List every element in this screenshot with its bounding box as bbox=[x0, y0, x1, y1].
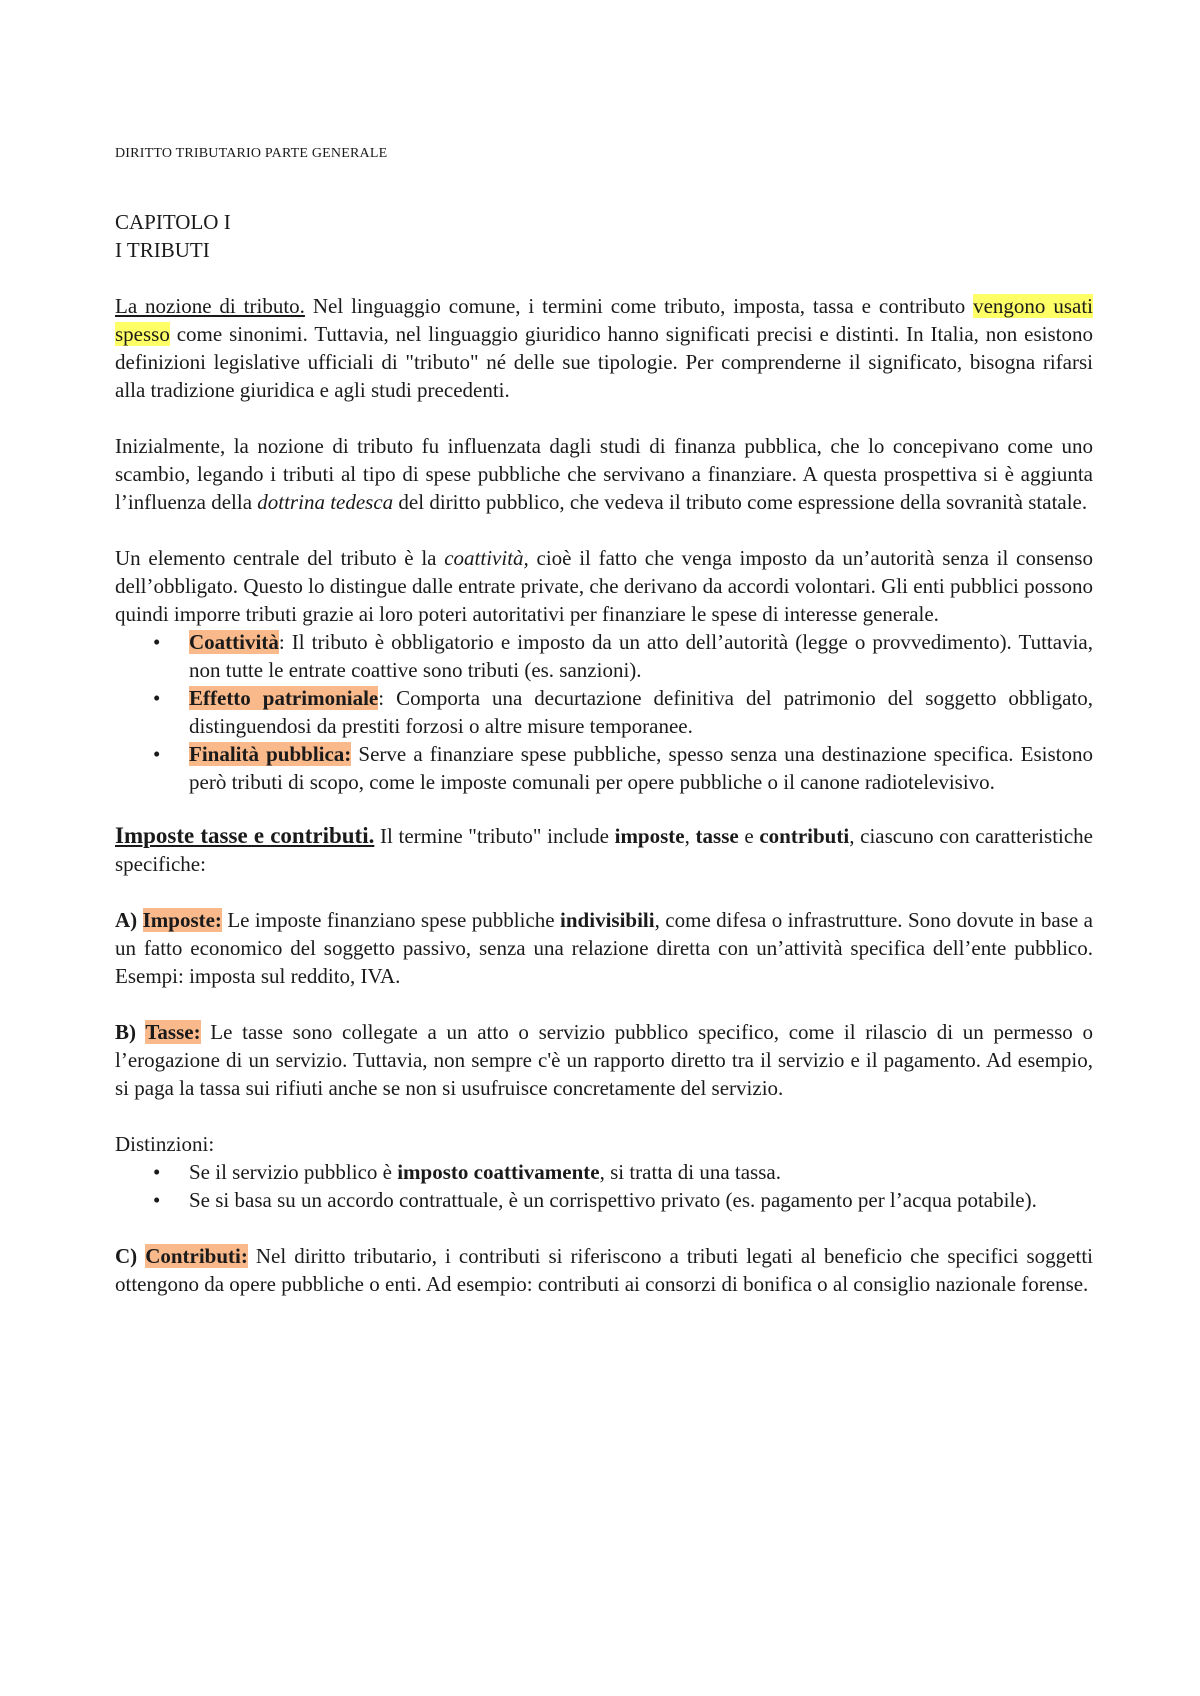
paragraph-tasse: B) Tasse: Le tasse sono collegate a un atto o servizio pubblico specifico, come il rilascio di un permesso o l’erogazione di un servizio. Tuttavia, non sempre c'è un rapporto diretto tra il servizio e il pagamento. Ad esempio, si paga la tassa sui rifiuti anche se non si usufruisce concretamente del servizio. bbox=[115, 1020, 1094, 1100]
paragraph-nozione: La nozione di tributo. Nel linguaggio comune, i termini come tributo, imposta, tassa e contributo vengono usati spesso come sinonimi. Tuttavia, nel linguaggio giuridico hanno significati precisi e distinti. In Italia, non esistono definizioni legislative ufficiali di "tributo" né delle sue tipologie. Per comprenderne il significato, bisogna rifarsi alla tradizione giuridica e agli studi precedenti. bbox=[115, 294, 1093, 402]
paragraph-inizialmente: Inizialmente, la nozione di tributo fu influenzata dagli studi di finanza pubblica, che lo concepivano come uno scambio, legando i tributi al tipo di spese pubbliche che servivano a finanziare. A questa prospettiva si è aggiunta l’influenza della dottrina tedesca del diritto pubblico, che vedeva il tributo come espressione della sovranità statale. bbox=[115, 434, 1093, 514]
orange-highlight: Finalità pubblica: bbox=[189, 742, 352, 766]
italic-term: dottrina tedesca bbox=[257, 490, 394, 514]
distinzioni-list bbox=[115, 1158, 1093, 1214]
paragraph-imposte: A) Imposte: Le imposte finanziano spese pubbliche indivisibili, come difesa o infrastrutture. Sono dovute in base a un fatto economico del soggetto passivo, senza una relazione diretta con un’attività specifica dell’ente pubblico. Esempi: imposta sul reddito, IVA. bbox=[115, 908, 1093, 988]
distinzioni-label: Distinzioni: bbox=[115, 1132, 215, 1156]
bullet-icon: • bbox=[153, 1188, 161, 1212]
list-item: • Effetto patrimoniale: Comporta una decurtazione definitiva del patrimonio del soggetto obbligato, distinguendosi da prestiti forzosi o altre misure temporanee. bbox=[153, 686, 1094, 738]
chapter-number: CAPITOLO I bbox=[115, 210, 231, 234]
yellow-highlight: vengono usati spesso bbox=[115, 294, 1093, 346]
orange-highlight: Coattività bbox=[189, 630, 279, 654]
list-item: • Coattività: Il tributo è obbligatorio e imposto da un atto dell’autorità (legge o provvedimento). Tuttavia, non tutte le entrate coattive sono tributi (es. sanzioni). bbox=[153, 630, 1093, 682]
paragraph-imposte-tasse-contributi: Imposte tasse e contributi. Il termine "tributo" include imposte, tasse e contributi, ciascuno con caratteristiche specifiche: bbox=[115, 823, 1094, 876]
bullet-icon: • bbox=[153, 742, 161, 766]
features-list bbox=[115, 628, 1093, 796]
orange-highlight: Effetto patrimoniale bbox=[189, 686, 379, 710]
orange-highlight: Tasse: bbox=[145, 1020, 201, 1044]
orange-highlight: Contributi: bbox=[145, 1244, 248, 1268]
italic-term: coattività, bbox=[444, 546, 529, 570]
bullet-icon: • bbox=[153, 1160, 161, 1184]
list-item: • Se si basa su un accordo contrattuale, è un corrispettivo privato (es. pagamento per l’acqua potabile). bbox=[153, 1188, 1037, 1212]
document-header: DIRITTO TRIBUTARIO PARTE GENERALE bbox=[115, 146, 388, 161]
list-item: • Se il servizio pubblico è imposto coattivamente, si tratta di una tassa. bbox=[153, 1160, 781, 1184]
list-item: • Finalità pubblica: Serve a finanziare spese pubbliche, spesso senza una destinazione specifica. Esistono però tributi di scopo, come le imposte comunali per opere pubbliche o il canone radiotelevisivo. bbox=[153, 742, 1093, 794]
document-body bbox=[115, 140, 1093, 1298]
paragraph-heading: La nozione di tributo. bbox=[115, 294, 305, 318]
chapter-title: I TRIBUTI bbox=[115, 238, 210, 262]
bullet-icon: • bbox=[153, 686, 161, 710]
chapter-heading bbox=[115, 208, 1093, 264]
paragraph-coattivita: Un elemento centrale del tributo è la coattività, cioè il fatto che venga imposto da un’autorità senza il consenso dell’obbligato. Questo lo distingue dalle entrate private, che derivano da accordi volontari. Gli enti pubblici possono quindi imporre tributi grazie ai loro poteri autoritativi per finanziare le spese di interesse generale. bbox=[115, 546, 1093, 626]
orange-highlight: Imposte: bbox=[142, 908, 222, 932]
bullet-icon: • bbox=[153, 630, 161, 654]
section-heading: Imposte tasse e contributi. bbox=[115, 823, 375, 848]
paragraph-contributi: C) Contributi: Nel diritto tributario, i contributi si riferiscono a tributi legati al beneficio che specifici soggetti ottengono da opere pubbliche o enti. Ad esempio: contributi ai consorzi di bonifica o al consiglio nazionale forense. bbox=[115, 1244, 1093, 1296]
